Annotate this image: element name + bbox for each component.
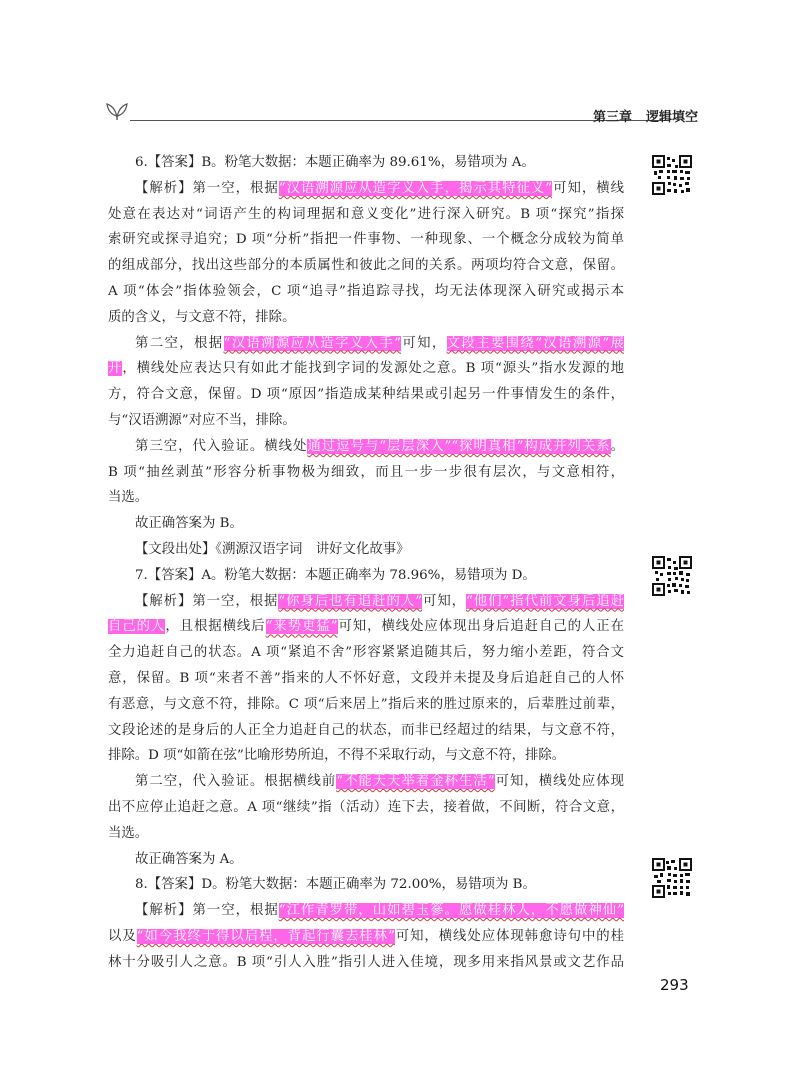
text: 【解析】第一空，根据 <box>135 903 279 919</box>
q6-answer-line: 6.【答案】B。粉笔大数据：本题正确率为 89.61%，易错项为 A。 <box>135 155 535 170</box>
highlight: “来势更猛” <box>265 619 338 635</box>
paragraph-line: 索研究或探寻追究；D 项“分析”指把一件事物、一种现象、一个概念分成较为简单 <box>108 232 624 248</box>
source-line: 【文段出处】《溯源汉语字词 讲好文化故事》 <box>135 541 410 557</box>
text: 第二空，代入验证。根据横线前 <box>135 774 337 790</box>
highlight: 通过逗号与“层层深入”“探明真相”构成并列关系 <box>307 438 611 454</box>
paragraph-line: B 项“抽丝剥茧”形容分析事物极为细致，而且一步一步很有层次，与文意相符， <box>108 464 624 480</box>
page-number: 293 <box>660 976 689 994</box>
qr-code-icon[interactable] <box>652 155 692 195</box>
paragraph-line: 林十分吸引人之意。B 项“引人入胜”指引人进入佳境，现多用来指风景或文艺作品 <box>108 954 624 970</box>
highlight: “江作青罗带，山如碧玉篸。愿做桂林人，不愿做神仙” <box>278 903 624 919</box>
text: 可知，横线处应体现韩愈诗句中的桂 <box>394 928 625 944</box>
q7-analysis-line <box>108 589 624 615</box>
highlight: “如今我终于得以启程，背起行囊去桂林” <box>136 928 395 944</box>
paragraph-line: A 项“体会”指体验领会，C 项“追寻”指追踪寻找，均无法体现深入研究或揭示本 <box>108 283 624 299</box>
paragraph-line <box>108 769 624 795</box>
highlight: 自己的人 <box>108 619 166 635</box>
paragraph-line: 处意在表达对“词语产生的构词理据和意义变化”进行深入研究。B 项“探究”指探 <box>108 206 624 222</box>
highlight: “你身后也有追赶的人” <box>278 593 423 609</box>
leaf-icon <box>104 98 130 122</box>
q7-answer-line: 7.【答案】A。粉笔大数据：本题正确率为 78.96%，易错项为 D。 <box>135 567 536 583</box>
paragraph-line: 当选。 <box>108 490 149 506</box>
highlight: “他们”指代前文身后追赶 <box>466 593 625 609</box>
highlight: 文段主要围绕“汉语溯源”展 <box>446 335 624 351</box>
qr-code-icon[interactable] <box>652 858 692 898</box>
running-header <box>104 98 698 124</box>
paragraph-line: 意，保留。B 项“来者不善”指来的人不怀好意，文段并未提及身后追赶自己的人怀 <box>108 670 624 686</box>
paragraph-line: 出不应停止追赶之意。A 项“继续”指（活动）连下去，接着做，不间断，符合文意， <box>108 799 624 815</box>
text: 以及 <box>108 928 137 944</box>
paragraph-line: 的组成部分，找出这些部分的本质属性和彼此之间的关系。两项均符合文意，保留。 <box>108 258 624 274</box>
chapter-title: 逻辑填空 <box>645 110 698 125</box>
highlight: “不能天天举着金杯生活” <box>336 774 495 790</box>
paragraph-line: 质的含义，与文意不符，排除。 <box>108 309 296 325</box>
paragraph-line: 全力追赶自己的状态。A 项“紧追不舍”形容紧紧追随其后，努力缩小差距，符合文 <box>108 645 624 661</box>
paragraph-line <box>108 614 624 640</box>
q8-answer-line: 8.【答案】D。粉笔大数据：本题正确率为 72.00%，易错项为 B。 <box>135 877 536 893</box>
paragraph-line <box>108 356 624 382</box>
text: 可知，横线处应体现出身后追赶自己的人正在 <box>337 619 625 635</box>
paragraph-line <box>108 331 624 357</box>
highlight: “汉语溯源应从造字义入手，揭示其特征义” <box>278 180 553 196</box>
qr-code-icon[interactable] <box>652 556 692 596</box>
text: 可知， <box>422 593 467 609</box>
final-answer-line: 故正确答案为 A。 <box>135 851 243 867</box>
text: 第二空，根据 <box>135 335 224 351</box>
answer-explanations <box>108 150 624 976</box>
q8-analysis-line <box>108 898 624 924</box>
chapter-number: 第三章 <box>592 110 632 125</box>
text: 【解析】第一空，根据 <box>135 593 279 609</box>
paragraph-line <box>108 924 624 950</box>
q6-analysis-line <box>108 176 624 202</box>
paragraph-line: 当选。 <box>108 825 149 841</box>
text: 。 <box>610 438 624 454</box>
paragraph-line: 与“汉语溯源”对应不当，排除。 <box>108 412 296 428</box>
text: 可知， <box>400 335 447 351</box>
text: 可知，横线处应体现 <box>494 774 624 790</box>
text: 【解析】第一空，根据 <box>135 180 279 196</box>
text: 第三空，代入验证。横线处 <box>135 438 308 454</box>
text: ，且根据横线后 <box>165 619 266 635</box>
text: ，横线处应表达只有如此才能找到字词的发源处之意。B 项“源头”指水发源的地 <box>122 361 624 377</box>
paragraph-line: 有恶意，与文意不符，排除。C 项“后来居上”指后来的胜过原来的，后辈胜过前辈， <box>108 696 624 712</box>
text: 可知，横线 <box>552 180 624 196</box>
paragraph-line <box>108 434 624 460</box>
chapter-heading <box>579 106 698 125</box>
final-answer-line: 故正确答案为 B。 <box>135 516 243 532</box>
paragraph-line: 文段论述的是身后的人正全力追赶自己的状态，而非已经超过的结果，与文意不符， <box>108 722 624 738</box>
paragraph-line: 方，符合文意，保留。D 项“原因”指造成某种结果或引起另一件事情发生的条件， <box>108 387 624 403</box>
highlight: 开 <box>108 361 123 377</box>
paragraph-line: 排除。D 项“如箭在弦”比喻形势所迫，不得不采取行动，与文意不符，排除。 <box>108 748 566 764</box>
highlight: “汉语溯源应从造字义入手” <box>223 335 401 351</box>
